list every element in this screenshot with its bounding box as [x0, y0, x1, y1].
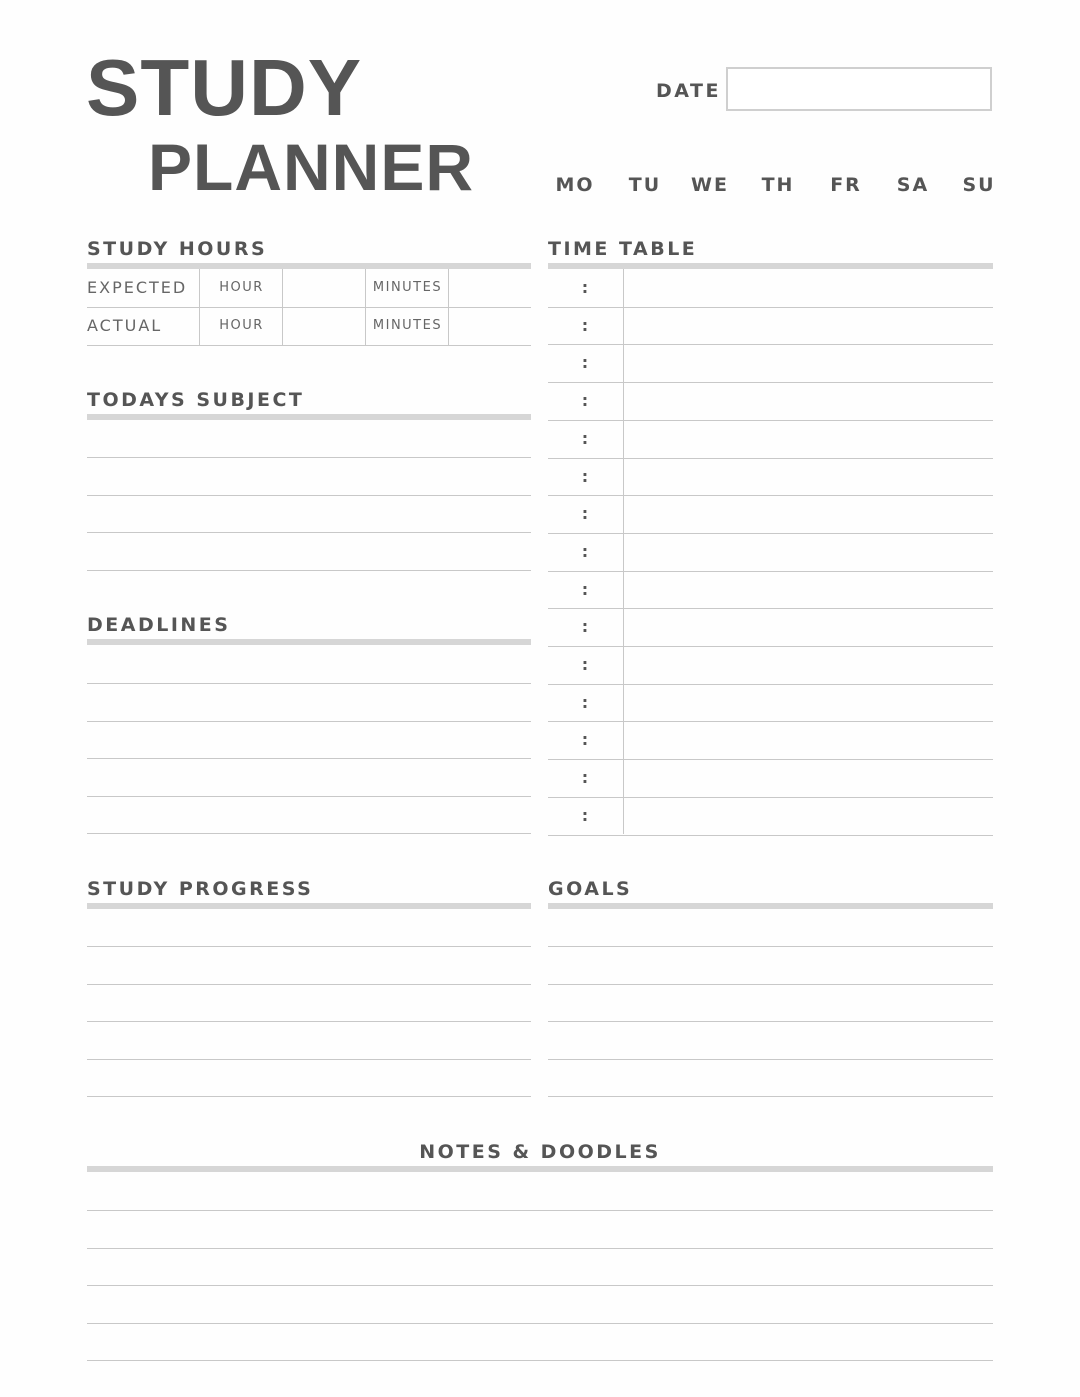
day-fr[interactable]: FR: [830, 174, 862, 196]
notes-line[interactable]: [87, 1360, 993, 1361]
time-table-entry[interactable]: [625, 458, 992, 494]
minutes-label: MINUTES: [372, 280, 443, 295]
day-th[interactable]: TH: [761, 174, 795, 196]
study-hours-column-divider: [282, 269, 283, 345]
notes-heading: NOTES & DOODLES: [419, 1141, 661, 1163]
notes-bar: [87, 1166, 993, 1172]
deadlines-bar: [87, 639, 531, 645]
deadline-line[interactable]: [87, 758, 531, 759]
title-line-study: STUDY: [86, 43, 363, 132]
hour-input[interactable]: [284, 269, 364, 306]
subject-line[interactable]: [87, 495, 531, 496]
time-table-entry[interactable]: [625, 759, 992, 795]
time-separator: :: [581, 315, 589, 335]
minutes-label: MINUTES: [372, 318, 443, 333]
hour-input[interactable]: [284, 307, 364, 344]
subject-line[interactable]: [87, 570, 531, 571]
time-table-entry[interactable]: [625, 721, 992, 757]
time-table-entry[interactable]: [625, 344, 992, 380]
time-table-entry[interactable]: [625, 269, 992, 305]
goal-line[interactable]: [548, 946, 993, 947]
day-sa[interactable]: SA: [896, 174, 930, 196]
time-separator: :: [581, 768, 589, 788]
study-progress-bar: [87, 903, 531, 909]
time-separator: :: [581, 391, 589, 411]
time-table-entry[interactable]: [625, 646, 992, 682]
progress-line[interactable]: [87, 1059, 531, 1060]
time-separator: :: [581, 278, 589, 297]
time-separator: :: [581, 805, 589, 825]
time-separator: :: [581, 655, 589, 674]
minutes-input[interactable]: [450, 307, 530, 344]
time-separator: :: [581, 579, 589, 599]
time-separator: :: [581, 466, 589, 486]
deadline-line[interactable]: [87, 796, 531, 797]
notes-line[interactable]: [87, 1285, 993, 1286]
study-hours-heading: STUDY HOURS: [87, 238, 268, 260]
time-separator: :: [581, 617, 589, 637]
time-separator: :: [581, 692, 589, 712]
time-table-entry[interactable]: [625, 608, 992, 644]
notes-line[interactable]: [87, 1210, 993, 1211]
time-separator: :: [581, 730, 589, 750]
time-table-rule: [548, 835, 993, 836]
date-label: DATE: [656, 80, 721, 102]
time-table-entry[interactable]: [625, 684, 992, 720]
study-hours-column-divider: [365, 269, 366, 345]
subject-line[interactable]: [87, 532, 531, 533]
time-table-entry[interactable]: [625, 797, 992, 833]
goal-line[interactable]: [548, 1059, 993, 1060]
progress-line[interactable]: [87, 1021, 531, 1022]
progress-line[interactable]: [87, 946, 531, 947]
deadline-line[interactable]: [87, 833, 531, 834]
hour-label: HOUR: [219, 318, 264, 333]
time-table-entry[interactable]: [625, 495, 992, 531]
date-field[interactable]: [726, 67, 992, 111]
notes-line[interactable]: [87, 1323, 993, 1324]
time-table-entry[interactable]: [625, 420, 992, 456]
time-table-divider: [623, 269, 624, 834]
title-line-planner: PLANNER: [148, 130, 475, 204]
hour-label: HOUR: [219, 280, 264, 295]
day-su[interactable]: SU: [962, 174, 996, 196]
deadline-line[interactable]: [87, 683, 531, 684]
todays-subject-heading: TODAYS SUBJECT: [87, 389, 305, 411]
time-table-heading: TIME TABLE: [548, 238, 698, 260]
day-mo[interactable]: MO: [555, 174, 595, 196]
time-table-entry[interactable]: [625, 382, 992, 418]
goal-line[interactable]: [548, 984, 993, 985]
notes-line[interactable]: [87, 1248, 993, 1249]
study-hours-row-label: EXPECTED: [87, 278, 188, 297]
study-hours-row-label: ACTUAL: [87, 316, 163, 335]
time-separator: :: [581, 353, 589, 373]
deadline-line[interactable]: [87, 721, 531, 722]
day-tu[interactable]: TU: [628, 174, 662, 196]
time-separator: :: [581, 428, 589, 448]
day-we[interactable]: WE: [691, 174, 729, 196]
study-hours-column-divider: [199, 269, 200, 345]
goals-heading: GOALS: [548, 878, 633, 900]
goals-bar: [548, 903, 993, 909]
deadlines-heading: DEADLINES: [87, 614, 231, 636]
goal-line[interactable]: [548, 1021, 993, 1022]
progress-line[interactable]: [87, 1096, 531, 1097]
time-table-entry[interactable]: [625, 307, 992, 343]
todays-subject-bar: [87, 414, 531, 420]
time-separator: :: [581, 541, 589, 561]
minutes-input[interactable]: [450, 269, 530, 306]
subject-line[interactable]: [87, 457, 531, 458]
time-table-entry[interactable]: [625, 533, 992, 569]
study-hours-row-rule: [87, 345, 531, 346]
time-table-entry[interactable]: [625, 571, 992, 607]
time-separator: :: [581, 504, 589, 524]
study-hours-column-divider: [448, 269, 449, 345]
goal-line[interactable]: [548, 1096, 993, 1097]
progress-line[interactable]: [87, 984, 531, 985]
study-progress-heading: STUDY PROGRESS: [87, 878, 314, 900]
